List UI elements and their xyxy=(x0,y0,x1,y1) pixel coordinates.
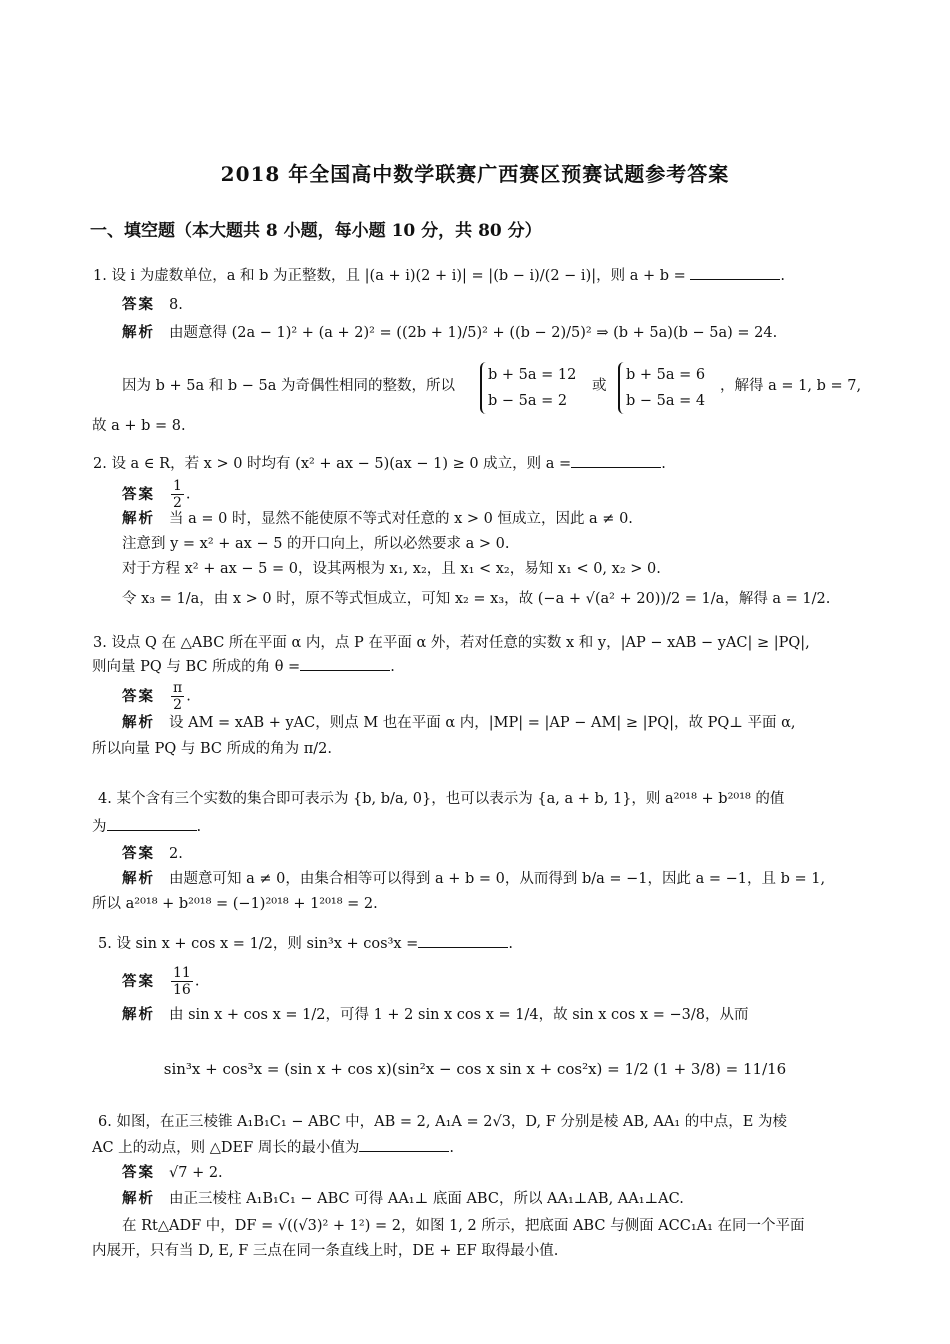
answer-blank xyxy=(359,1137,449,1152)
problem-4-answer: 答案 2. xyxy=(122,845,183,862)
problem-4-question: 为 . xyxy=(92,816,201,838)
problem-1-answer: 答案 8. xyxy=(122,296,183,313)
or-word: 或 xyxy=(592,378,607,394)
problem-2-solution-line: 对于方程 x² + ax − 5 = 0，设其两根为 x₁, x₂，且 x₁ < x₂，易知 x₁ < 0, x₂ > 0. xyxy=(122,561,661,577)
problem-6-answer: 答案 √7 + 2. xyxy=(122,1164,223,1181)
answer-blank xyxy=(571,453,661,468)
problem-2-solution-line: 令 x₃ = 1/a，由 x > 0 时，原不等式恒成立，可知 x₂ = x₃，故 (−a + √(a² + 20))/2 = 1/a，解得 a = 1/2. xyxy=(122,591,831,607)
problem-2-solution-line: 注意到 y = x² + ax − 5 的开口向上，所以必然要求 a > 0. xyxy=(122,536,510,552)
problem-2-solution-line: 解析 当 a = 0 时，显然不能使原不等式对任意的 x > 0 恒成立，因此 a ≠ 0. xyxy=(122,510,633,527)
problem-5-question: 5. 设 sin x + cos x = 1/2，则 sin³x + cos³x = . xyxy=(98,933,513,955)
problem-5-answer: 答案 $\frac{11}{16}$ . xyxy=(122,965,200,998)
problem-3-solution-line: 所以向量 PQ 与 BC 所成的角为 π/2. xyxy=(92,741,332,757)
problem-2-question: 2. 设 a ∈ R，若 x > 0 时均有 (x² + ax − 5)(ax − 1) ≥ 0 成立，则 a = . xyxy=(93,453,666,475)
problem-6-solution-line: 内展开，只有当 D, E, F 三点在同一条直线上时，DE + EF 取得最小值. xyxy=(92,1243,559,1259)
equation-system-2: b + 5a = 6 b − 5a = 4 xyxy=(612,362,711,414)
problem-1-solution-line: 因为 b + 5a 和 b − 5a 为奇偶性相同的整数，所以 xyxy=(122,378,455,394)
problem-1-solution-line: 故 a + b = 8. xyxy=(92,418,186,434)
answer-blank xyxy=(690,265,780,280)
page-title: 2018 年全国高中数学联赛广西赛区预赛试题参考答案 xyxy=(220,162,730,186)
display-equation: sin³x + cos³x = (sin x + cos x)(sin²x − cos x sin x + cos²x) = 1/2 (1 + 3/8) = 11/16 xyxy=(163,1060,787,1078)
equation-system-1: b + 5a = 12 b − 5a = 2 xyxy=(474,362,582,414)
problem-3-question: 3. 设点 Q 在 △ABC 所在平面 α 内，点 P 在平面 α 外，若对任意的实数 x 和 y，|AP − xAB − yAC| ≥ |PQ|, xyxy=(93,635,810,651)
problem-6-question: 6. 如图，在正三棱锥 A₁B₁C₁ − ABC 中，AB = 2, A₁A = 2√3，D, F 分别是棱 AB, AA₁ 的中点，E 为棱 xyxy=(98,1114,787,1130)
problem-1-solution-line: ，解得 a = 1, b = 7, xyxy=(720,378,862,394)
problem-3-answer: 答案 $\frac{\pi}{2}$ . xyxy=(122,680,191,713)
problem-6-solution-line: 在 Rt△ADF 中，DF = √((√3)² + 1²) = 2，如图 1, 2 所示，把底面 ABC 与侧面 ACC₁A₁ 在同一个平面 xyxy=(122,1218,805,1234)
answer-blank xyxy=(300,656,390,671)
problem-4-question: 4. 某个含有三个实数的集合即可表示为 {b, b/a, 0}，也可以表示为 {a, a + b, 1}，则 a²⁰¹⁸ + b²⁰¹⁸ 的值 xyxy=(98,791,785,807)
answer-blank xyxy=(418,933,508,948)
problem-6-solution-line: 解析 由正三棱柱 A₁B₁C₁ − ABC 可得 AA₁⊥ 底面 ABC，所以 AA₁⊥AB, AA₁⊥AC. xyxy=(122,1190,684,1207)
problem-4-solution-line: 解析 由题意可知 a ≠ 0，由集合相等可以得到 a + b = 0，从而得到 b/a = −1，因此 a = −1，且 b = 1, xyxy=(122,870,826,887)
problem-6-question: AC 上的动点，则 △DEF 周长的最小值为 . xyxy=(92,1137,454,1159)
answer-blank xyxy=(107,816,197,831)
problem-1-solution-line: 解析 由题意得 (2a − 1)² + (a + 2)² = ((2b + 1)/5)² + ((b − 2)/5)² ⇒ (b + 5a)(b − 5a) = 24. xyxy=(122,324,778,341)
section-heading: 一、填空题（本大题共 8 小题，每小题 10 分，共 80 分） xyxy=(90,221,542,241)
problem-1-question: 1. 设 i 为虚数单位，a 和 b 为正整数，且 |(a + i)(2 + i)| = |(b − i)/(2 − i)|，则 a + b = . xyxy=(93,265,785,287)
problem-3-solution-line: 解析 设 AM = xAB + yAC，则点 M 也在平面 α 内，|MP| = |AP − AM| ≥ |PQ|，故 PQ⊥ 平面 α, xyxy=(122,714,796,731)
problem-2-answer: 答案 $\frac{1}{2}$ . xyxy=(122,478,191,511)
problem-3-question: 则向量 PQ 与 BC 所成的角 θ = . xyxy=(92,656,395,678)
problem-4-solution-line: 所以 a²⁰¹⁸ + b²⁰¹⁸ = (−1)²⁰¹⁸ + 1²⁰¹⁸ = 2. xyxy=(92,896,378,912)
problem-5-solution-line: 解析 由 sin x + cos x = 1/2，可得 1 + 2 sin x cos x = 1/4，故 sin x cos x = −3/8，从而 xyxy=(122,1006,749,1023)
